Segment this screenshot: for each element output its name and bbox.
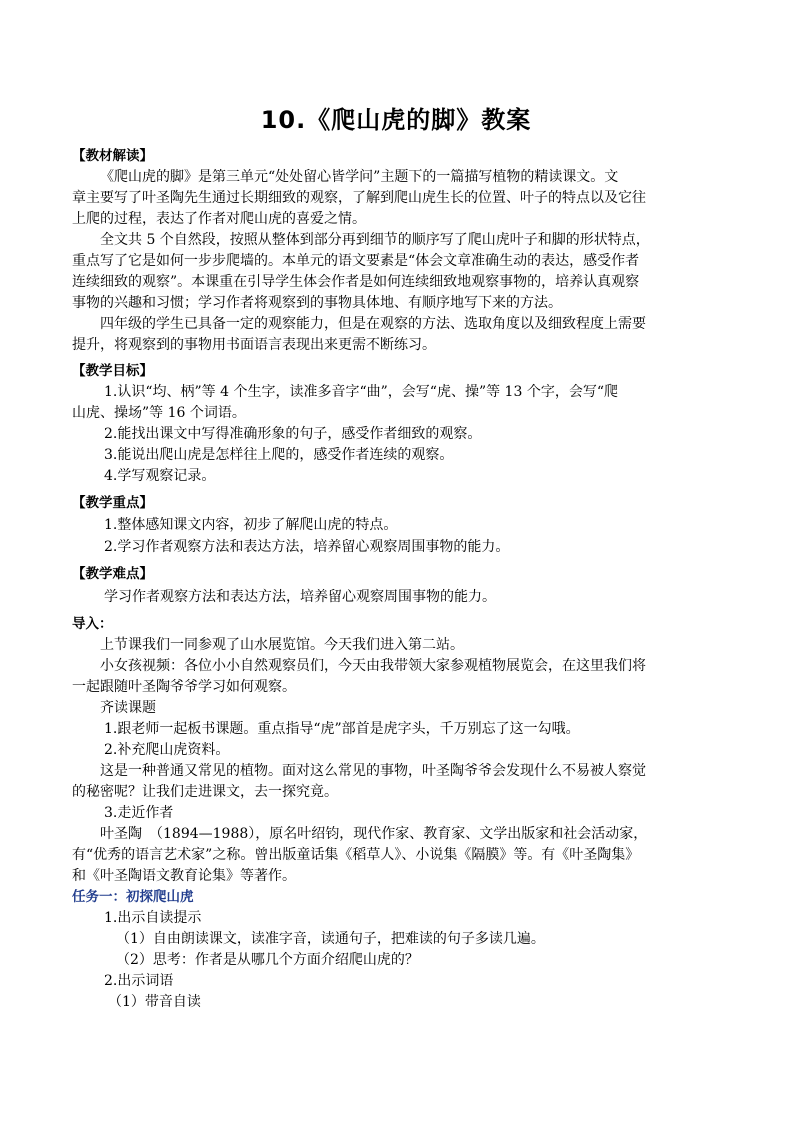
list-item-continuation: 山虎、操场”等 16 个词语。 bbox=[72, 405, 246, 421]
paragraph-line: 这是一种普通又常见的植物。面对这么常见的事物，叶圣陶爷爷会发现什么不易被人察觉 bbox=[100, 763, 646, 779]
list-item: 1.整体感知课文内容，初步了解爬山虎的特点。 bbox=[104, 517, 398, 533]
list-item: 1.认识“均、柄”等 4 个生字，读准多音字“曲”，会写“虎、操”等 13 个字，会写“爬 bbox=[104, 384, 618, 400]
paragraph-line: 一起跟随叶圣陶爷爷学习如何观察。 bbox=[72, 679, 296, 695]
list-item: 3.能说出爬山虎是怎样往上爬的，感受作者连续的观察。 bbox=[104, 447, 454, 463]
list-item-sub: （1）带音自读 bbox=[108, 994, 201, 1010]
section-heading-teaching-goals: 【教学目标】 bbox=[72, 363, 153, 379]
paragraph-line: 的秘密呢？让我们走进课文，去一探究竟。 bbox=[72, 784, 338, 800]
list-item: 1.出示自读提示 bbox=[104, 910, 202, 926]
paragraph-line: 全文共 5 个自然段，按照从整体到部分再到细节的顺序写了爬山虎叶子和脚的形状特点， bbox=[100, 232, 650, 248]
list-item: 2.出示词语 bbox=[104, 973, 174, 989]
paragraph-line: 四年级的学生已具备一定的观察能力，但是在观察的方法、选取角度以及细致程度上需要 bbox=[100, 316, 646, 332]
list-item: 2.学习作者观察方法和表达方法，培养留心观察周围事物的能力。 bbox=[104, 539, 510, 555]
paragraph-line: 提升，将观察到的事物用书面语言表现出来更需不断练习。 bbox=[72, 337, 436, 353]
paragraph-line: 和《叶圣陶语文教育论集》等著作。 bbox=[72, 868, 296, 884]
list-item: 1.跟老师一起板书课题。重点指导“虎”部首是虎字头，千万别忘了这一勾哦。 bbox=[104, 721, 580, 737]
list-item: 4.学写观察记录。 bbox=[104, 468, 216, 484]
paragraph-line: 上爬的过程，表达了作者对爬山虎的喜爱之情。 bbox=[72, 211, 366, 227]
paragraph-line: 叶圣陶 （1894—1988），原名叶绍钧，现代作家、教育家、文学出版家和社会活动家， bbox=[100, 826, 648, 842]
section-heading-difficulties: 【教学难点】 bbox=[72, 566, 153, 582]
list-item: 2.能找出课文中写得准确形象的句子，感受作者细致的观察。 bbox=[104, 426, 482, 442]
list-item: 3.走近作者 bbox=[104, 805, 174, 821]
section-heading-key-points: 【教学重点】 bbox=[72, 495, 153, 511]
paragraph-line: 上节课我们一同参观了山水展览馆。今天我们进入第二站。 bbox=[100, 637, 464, 653]
section-heading-textbook-analysis: 【教材解读】 bbox=[72, 148, 153, 164]
list-item-sub: （2）思考：作者是从哪几个方面介绍爬山虎的？ bbox=[116, 952, 419, 968]
list-item: 2.补充爬山虎资料。 bbox=[104, 742, 230, 758]
paragraph-line: 有“优秀的语言艺术家”之称。曾出版童话集《稻草人》、小说集《隔膜》等。有《叶圣陶集》 bbox=[72, 847, 640, 863]
list-item-sub: （1）自由朗读课文，读准字音，读通句子，把难读的句子多读几遍。 bbox=[116, 931, 545, 947]
section-heading-introduction: 导入： bbox=[72, 616, 113, 632]
paragraph-line: 齐读课题 bbox=[100, 700, 156, 716]
section-heading-task-one: 任务一：初探爬山虎 bbox=[72, 889, 194, 905]
paragraph-line: 学习作者观察方法和表达方法，培养留心观察周围事物的能力。 bbox=[104, 589, 496, 605]
paragraph-line: 重点写了它是如何一步步爬墙的。本单元的语文要素是“体会文章准确生动的表达，感受作者 bbox=[72, 253, 640, 269]
paragraph-line: 章主要写了叶圣陶先生通过长期细致的观察，了解到爬山虎生长的位置、叶子的特点以及它往 bbox=[72, 190, 646, 206]
paragraph-line: 《爬山虎的脚》是第三单元“处处留心皆学问”主题下的一篇描写植物的精读课文。文 bbox=[100, 169, 619, 185]
paragraph-line: 小女孩视频：各位小小自然观察员们，今天由我带领大家参观植物展览会，在这里我们将 bbox=[100, 658, 646, 674]
page-title: 10.《爬山虎的脚》教案 bbox=[260, 106, 532, 134]
paragraph-line: 事物的兴趣和习惯；学习作者将观察到的事物具体地、有顺序地写下来的方法。 bbox=[72, 295, 562, 311]
paragraph-line: 连续细致的观察”。本课重在引导学生体会作者是如何连续细致地观察事物的，培养认真观察 bbox=[72, 274, 640, 290]
